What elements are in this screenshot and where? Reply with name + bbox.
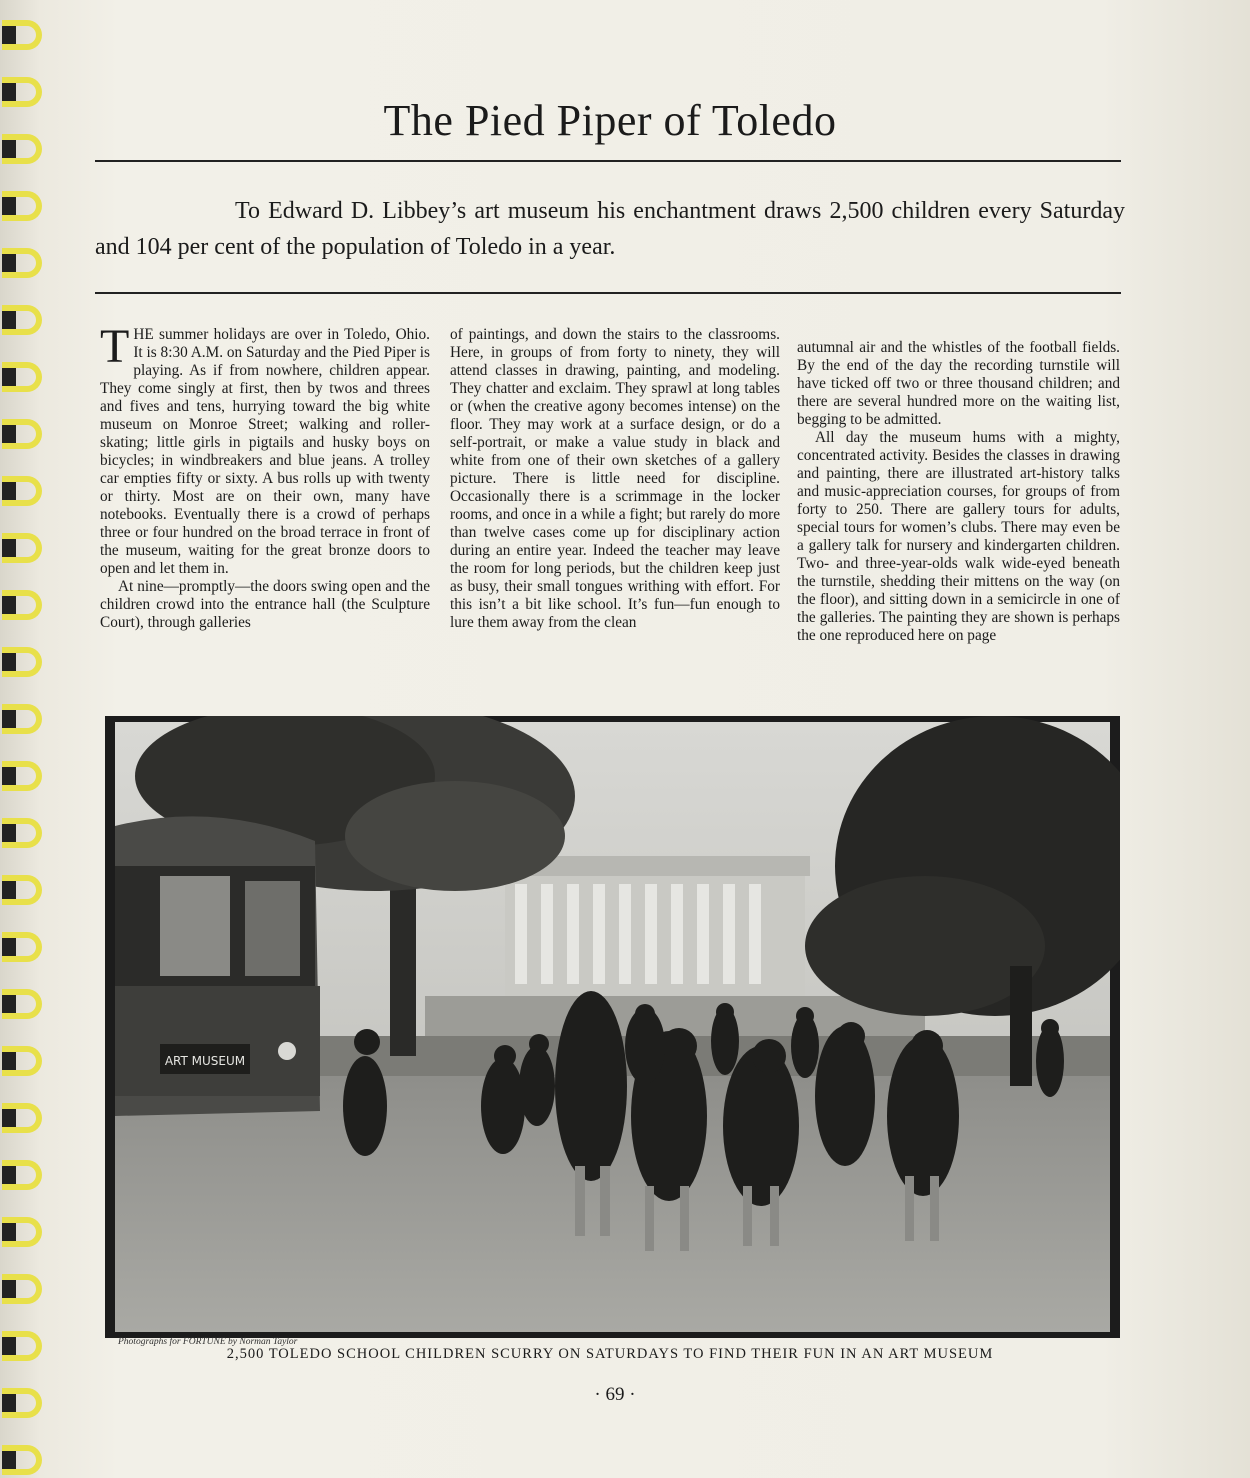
text-column-2 <box>450 326 780 632</box>
museum-photograph <box>105 716 1120 1338</box>
photo-credit: Photographs for FORTUNE by Norman Taylor <box>118 1337 298 1347</box>
paragraph: of paintings, and down the stairs to the classrooms. Here, in groups of from forty to ninety, they will attend classes in drawing, painting, and modeling. They chatter and exclaim. They sprawl at long tables or (when the creative agony becomes intense) on the floor. They may work at a surface design, or do a self-portrait, or make a value study in black and white from one of their own sketches of a gallery picture. There is little need for discipline. Occasionally there is a scrimmage in the locker rooms, and once in a while a fight; but rarely do more than twelve cases come up for disciplinary action during an entire year. Indeed the teacher may leave the room for long periods, but the children keep just as busy, their small tongues writhing with effort. For this isn’t a bit like school. It’s fun—fun enough to lure them away from the clean <box>450 326 780 631</box>
article-subtitle <box>95 193 1125 265</box>
trolley-sign: ART MUSEUM <box>164 1054 246 1068</box>
paragraph: At nine—promptly—the doors swing open and the children crowd into the entrance hall (the Sculpture Court), through galleries <box>100 578 430 631</box>
page-number: · 69 · <box>594 1384 636 1405</box>
text-column-1 <box>100 320 430 632</box>
drop-cap: T <box>100 320 130 373</box>
subtitle-text: To Edward D. Libbey’s art museum his enchantment draws 2,500 children every Saturday and 104 per cent of the population of Toledo in a year. <box>95 198 1125 260</box>
text-column-3 <box>797 339 1120 645</box>
article-title: The Pied Piper of Toledo <box>383 96 837 145</box>
photo-caption: 2,500 TOLEDO SCHOOL CHILDREN SCURRY ON SATURDAYS TO FIND THEIR FUN IN AN ART MUSEUM <box>226 1346 994 1362</box>
paragraph: All day the museum hums with a mighty, concentrated activity. Besides the classes in drawing and painting, there are illustrated art-history talks and music-appreciation courses, for groups of from forty to 250. There are gallery tours for adults, special tours for women’s clubs. There may even be a gallery talk for nursery and kindergarten children. Two- and three-year-olds walk wide-eyed beneath the turnstile, shedding their mittens on the way (on the floor), and sitting down in a semicircle in one of the galleries. The painting they are shown is perhaps the one reproduced here on page <box>797 429 1120 644</box>
trolley-car <box>115 816 320 1116</box>
subtitle-rule <box>95 292 1121 294</box>
title-rule <box>95 160 1121 162</box>
paragraph: HE summer holidays are over in Toledo, Ohio. It is 8:30 A.M. on Saturday and the Pied Piper is playing. As if from nowhere, children appear. They come singly at first, then by twos and threes and fives and tens, hurrying toward the big white museum on Monroe Street; walking and roller-skating; little girls in pigtails and husky boys on bicycles; in windbreakers and blue jeans. A trolley car empties fifty or sixty. A bus rolls up with twenty or thirty. Most are on their own, many have notebooks. Eventually there is a crowd of perhaps three or four hundred on the broad terrace in front of the museum, waiting for the great bronze doors to open and let them in. <box>100 326 430 577</box>
paragraph: autumnal air and the whistles of the football fields. By the end of the day the recording turnstile will have ticked off two or three thousand children; and there are several hundred more on the waiting list, begging to be admitted. <box>797 339 1120 428</box>
